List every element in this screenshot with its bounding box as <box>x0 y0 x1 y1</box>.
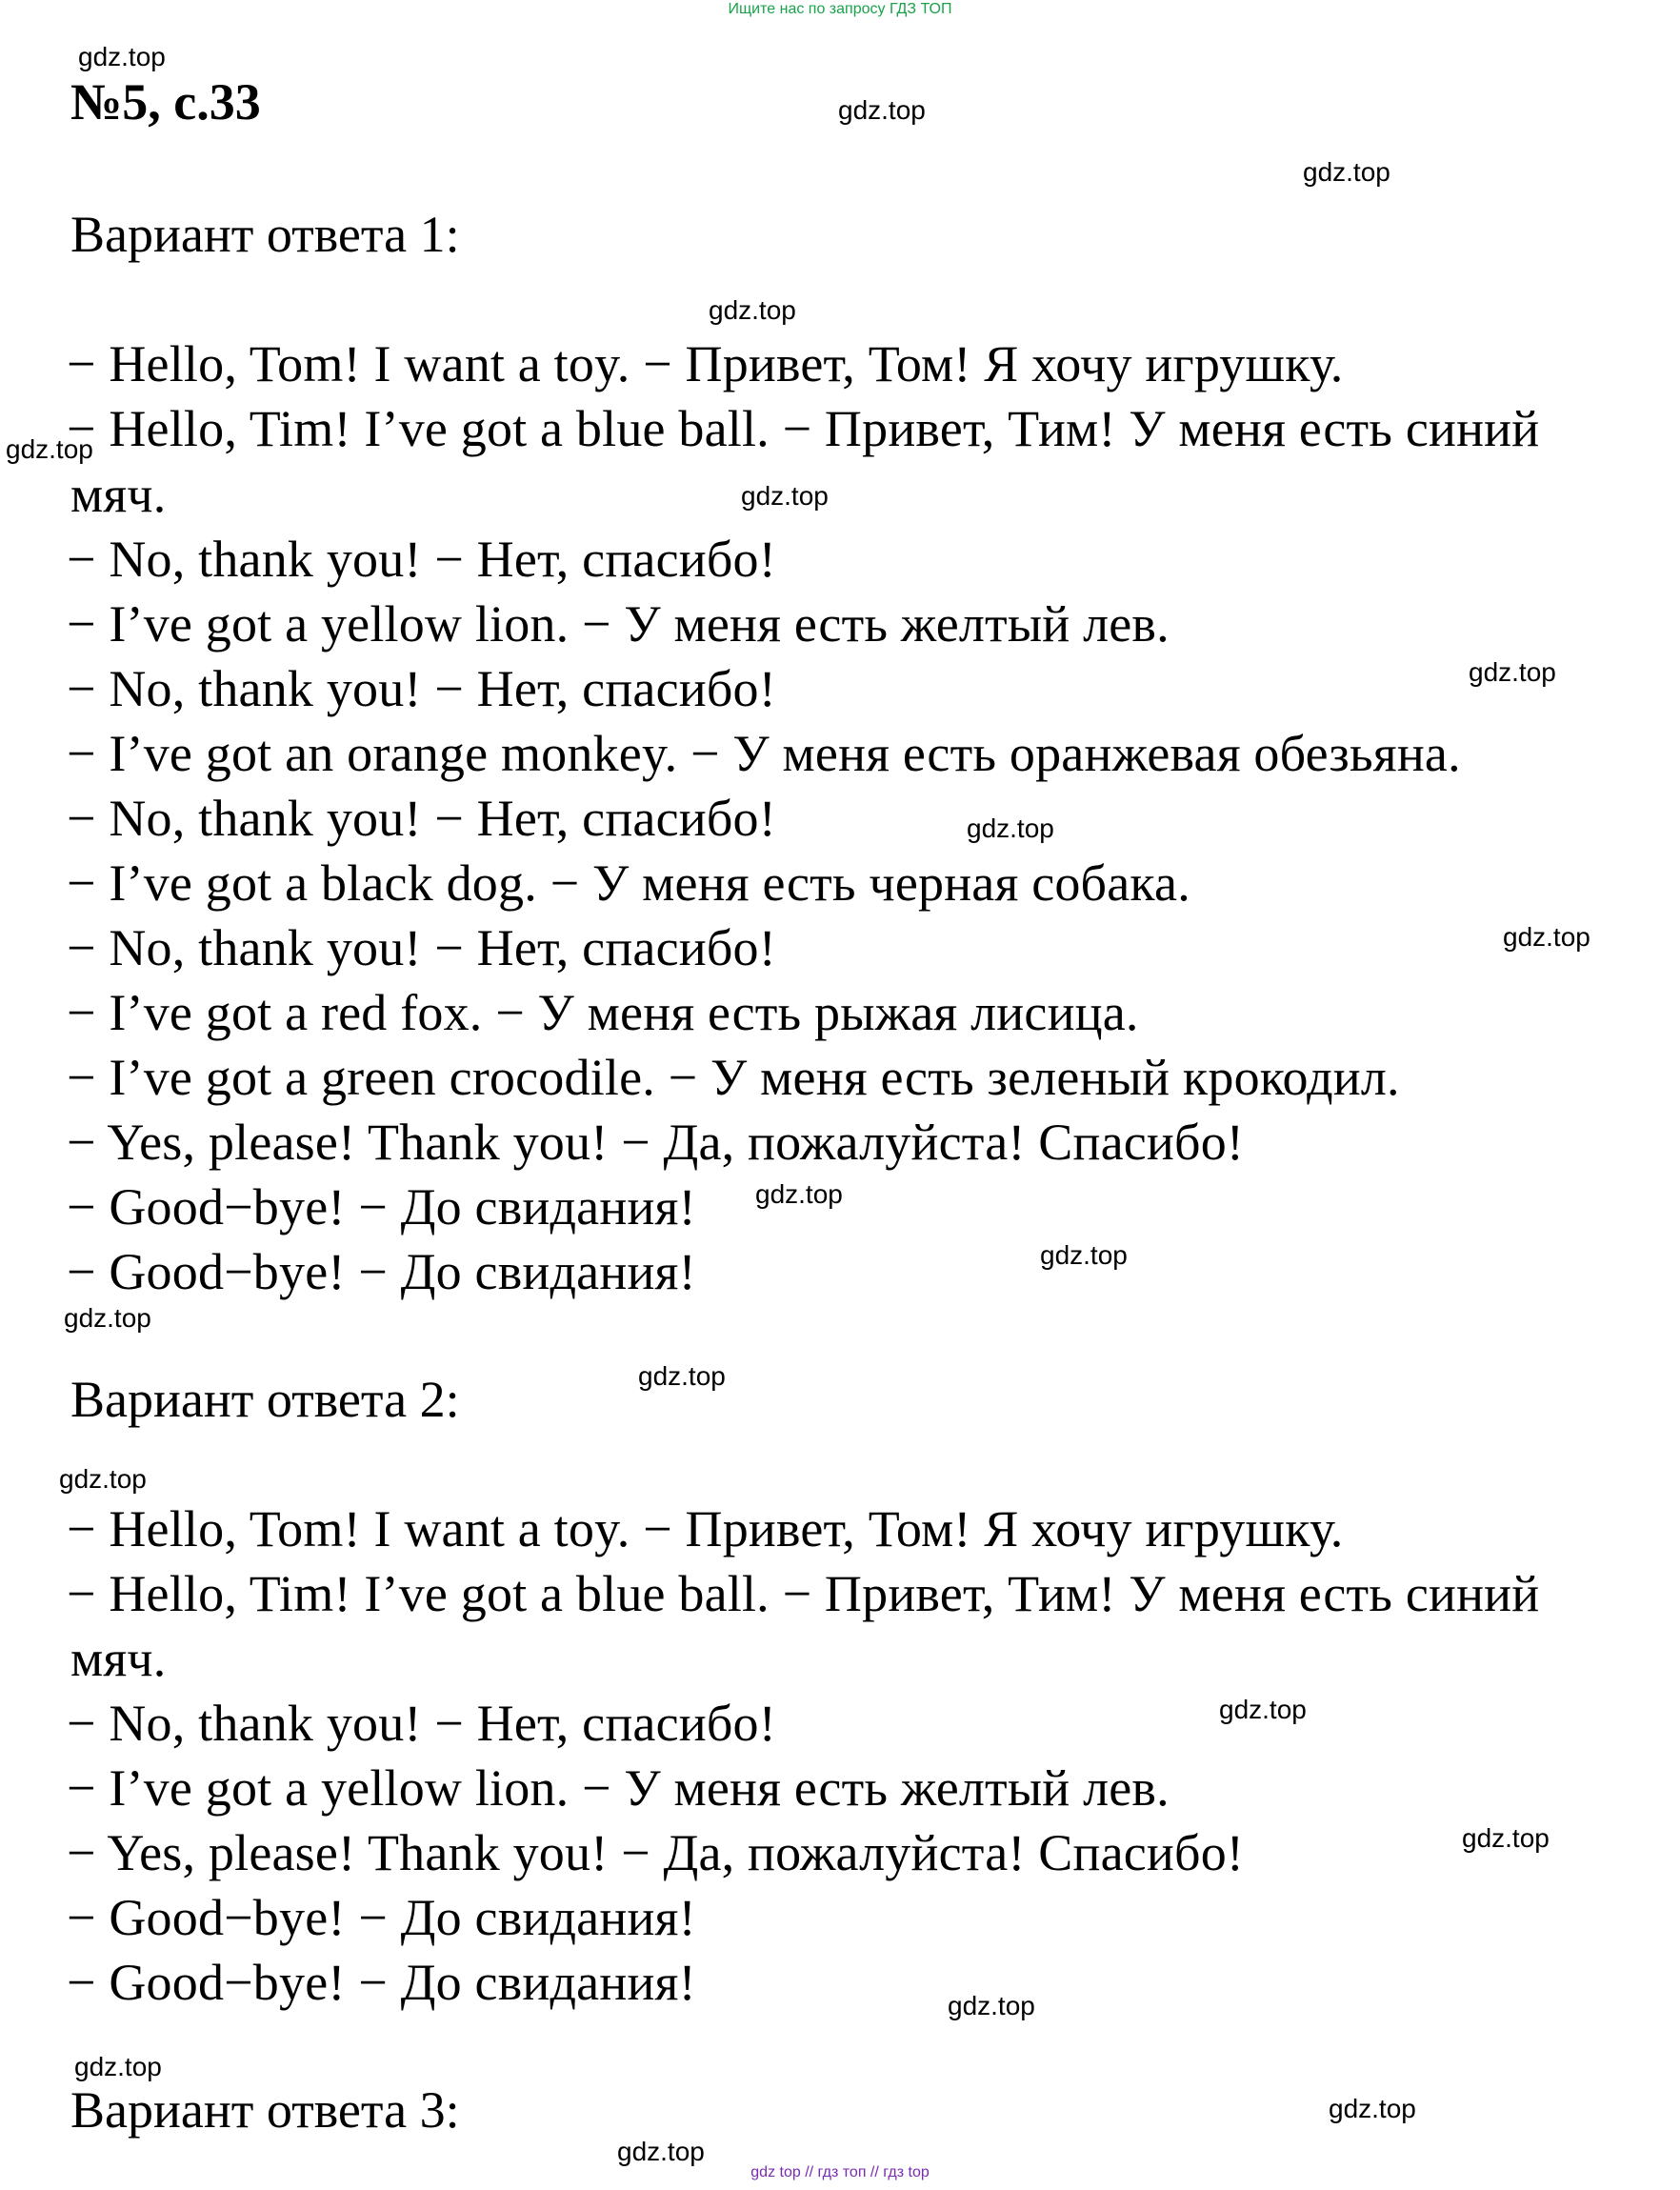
dialogue-line: − Hello, Tim! I’ve got a blue ball. − Привет, Тим! У меня есть синий <box>67 400 1540 457</box>
watermark: gdz.top <box>838 95 926 125</box>
variant-2-heading: Вариант ответа 2: <box>70 1371 460 1428</box>
watermark: gdz.top <box>6 434 93 464</box>
watermark: gdz.top <box>1469 657 1556 687</box>
watermark: gdz.top <box>741 481 829 511</box>
dialogue-line: − Good−bye! − До свидания! <box>67 1954 696 2011</box>
dialogue-line: − No, thank you! − Нет, спасибо! <box>67 1695 776 1752</box>
watermark: gdz.top <box>78 42 166 71</box>
dialogue-line: − Hello, Tim! I’ve got a blue ball. − Привет, Тим! У меня есть синий <box>67 1565 1540 1622</box>
watermark: gdz.top <box>1219 1695 1307 1724</box>
watermark: gdz.top <box>1503 922 1590 952</box>
watermark: gdz.top <box>64 1303 151 1333</box>
variant-3-heading: Вариант ответа 3: <box>70 2081 460 2139</box>
dialogue-line: − Yes, please! Thank you! − Да, пожалуйста! Спасибо! <box>67 1114 1245 1171</box>
dialogue-line: − I’ve got a green crocodile. − У меня есть зеленый крокодил. <box>67 1049 1400 1106</box>
watermark: gdz.top <box>755 1179 843 1209</box>
watermark: gdz.top <box>948 1991 1035 2020</box>
watermark: gdz.top <box>59 1464 147 1494</box>
watermark: gdz.top <box>617 2137 705 2166</box>
watermark: gdz.top <box>1462 1823 1550 1853</box>
watermark: gdz.top <box>709 295 796 325</box>
watermark: gdz.top <box>1040 1240 1128 1270</box>
dialogue-line: − Yes, please! Thank you! − Да, пожалуйста! Спасибо! <box>67 1824 1245 1881</box>
variant-1-heading: Вариант ответа 1: <box>70 206 460 263</box>
dialogue-line: мяч. <box>70 1630 167 1687</box>
dialogue-line: − I’ve got a red fox. − У меня есть рыжая лисица. <box>67 984 1139 1041</box>
dialogue-line: − Good−bye! − До свидания! <box>67 1243 696 1300</box>
watermark: gdz.top <box>1329 2094 1416 2123</box>
dialogue-line: − No, thank you! − Нет, спасибо! <box>67 660 776 717</box>
page-title: №5, с.33 <box>70 73 261 131</box>
dialogue-line: − I’ve got an orange monkey. − У меня есть оранжевая обезьяна. <box>67 725 1461 782</box>
dialogue-line: − Good−bye! − До свидания! <box>67 1889 696 1946</box>
dialogue-line: − I’ve got a black dog. − У меня есть черная собака. <box>67 854 1190 912</box>
top-banner: Ищите нас по запросу ГДЗ ТОП <box>728 1 952 17</box>
watermark: gdz.top <box>74 2052 162 2081</box>
watermark: gdz.top <box>1303 157 1390 187</box>
dialogue-line: мяч. <box>70 466 167 523</box>
dialogue-line: − I’ve got a yellow lion. − У меня есть желтый лев. <box>67 1759 1170 1817</box>
dialogue-line: − No, thank you! − Нет, спасибо! <box>67 790 776 847</box>
watermark: gdz.top <box>967 814 1054 843</box>
watermark: gdz.top <box>638 1361 726 1391</box>
dialogue-line: − Hello, Tom! I want a toy. − Привет, Том! Я хочу игрушку. <box>67 335 1344 392</box>
dialogue-line: − No, thank you! − Нет, спасибо! <box>67 531 776 588</box>
dialogue-line: − I’ve got a yellow lion. − У меня есть желтый лев. <box>67 595 1170 653</box>
dialogue-line: − No, thank you! − Нет, спасибо! <box>67 919 776 976</box>
dialogue-line: − Good−bye! − До свидания! <box>67 1178 696 1236</box>
bottom-banner: gdz top // гдз топ // гдз top <box>750 2164 930 2180</box>
dialogue-line: − Hello, Tom! I want a toy. − Привет, Том! Я хочу игрушку. <box>67 1500 1344 1557</box>
